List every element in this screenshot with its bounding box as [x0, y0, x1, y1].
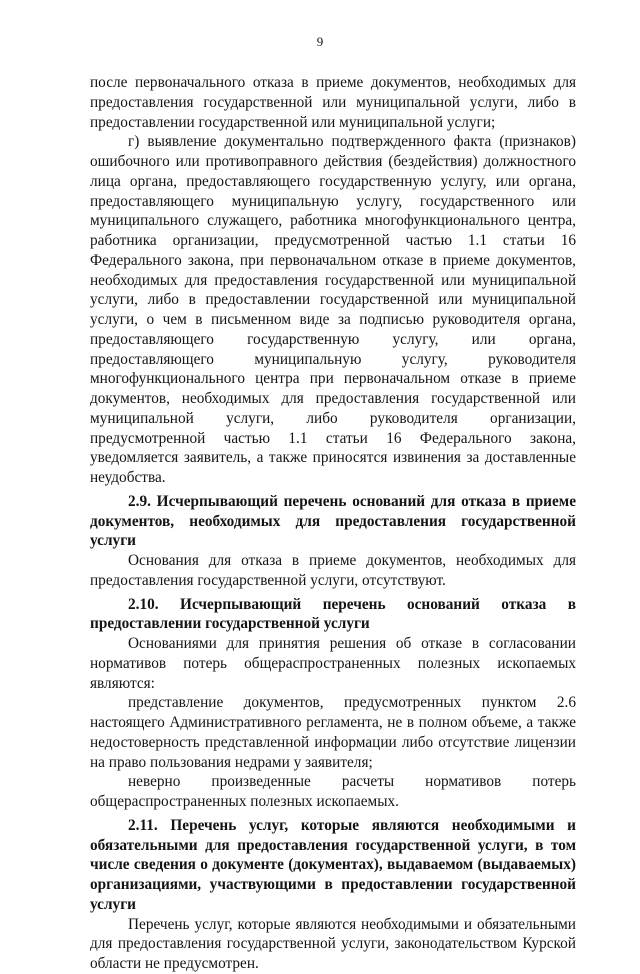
document-body — [90, 73, 576, 974]
section-heading: 2.11. Перечень услуг, которые являются необходимыми и обязательными для предоставления государственной услуги, в том числе сведения о документе (документах), выдаваемом (выдаваемых) организациями, участвующими в предоставлении государственной услуги — [90, 816, 576, 913]
section-heading: 2.10. Исчерпывающий перечень оснований отказа в предоставлении государственной услуги — [90, 595, 576, 633]
paragraph-body: неверно произведенные расчеты нормативов потерь общераспространенных полезных ископаемых. — [90, 773, 576, 810]
page-number: 9 — [316, 34, 324, 49]
paragraph-body: г) выявление документально подтвержденного факта (признаков) ошибочного или противоправного действия (бездействия) должностного лица органа, предоставляющего государственную услугу, или органа, предоставляющего муниципальную услугу, государственного или муниципального служащего, работника многофункционального центра, работника организации, предусмотренной частью 1.1 статьи 16 Федерального закона, при первоначальном отказе в приеме документов, необходимых для предоставления государственной или муниципальной услуги, либо в предоставлении государственной или муниципальной услуги, о чем в письменном виде за подписью руководителя органа, предоставляющего государственную услугу, или органа, предоставляющего муниципальную услугу, руководителя многофункционального центра при первоначальном отказе в приеме документов, необходимых для предоставления государственной или муниципальной услуги, либо руководителя организации, предусмотренной частью 1.1 статьи 16 Федерального закона, уведомляется заявитель, а также приносятся извинения за доставленные неудобства. — [90, 133, 576, 486]
paragraph-body: после первоначального отказа в приеме документов, необходимых для предоставления государственной или муниципальной услуги, либо в предоставлении государственной или муниципальной услуги; — [90, 74, 576, 131]
paragraph-body: Основания для отказа в приеме документов, необходимых для предоставления государственной услуги, отсутствуют. — [90, 552, 576, 589]
paragraph-body: Перечень услуг, которые являются необходимыми и обязательными для предоставления государственной услуги, законодательством Курской области не предусмотрен. — [90, 915, 576, 972]
paragraph-body: Основаниями для принятия решения об отказе в согласовании нормативов потерь общераспространенных полезных ископаемых являются: — [90, 635, 576, 692]
section-heading: 2.9. Исчерпывающий перечень оснований для отказа в приеме документов, необходимых для предоставления государственной услуги — [90, 492, 576, 550]
paragraph-body: представление документов, предусмотренных пунктом 2.6 настоящего Административного регламента, не в полном объеме, а также недостоверность представленной информации либо отсутствие лицензии на право пользования недрами у заявителя; — [90, 694, 576, 771]
